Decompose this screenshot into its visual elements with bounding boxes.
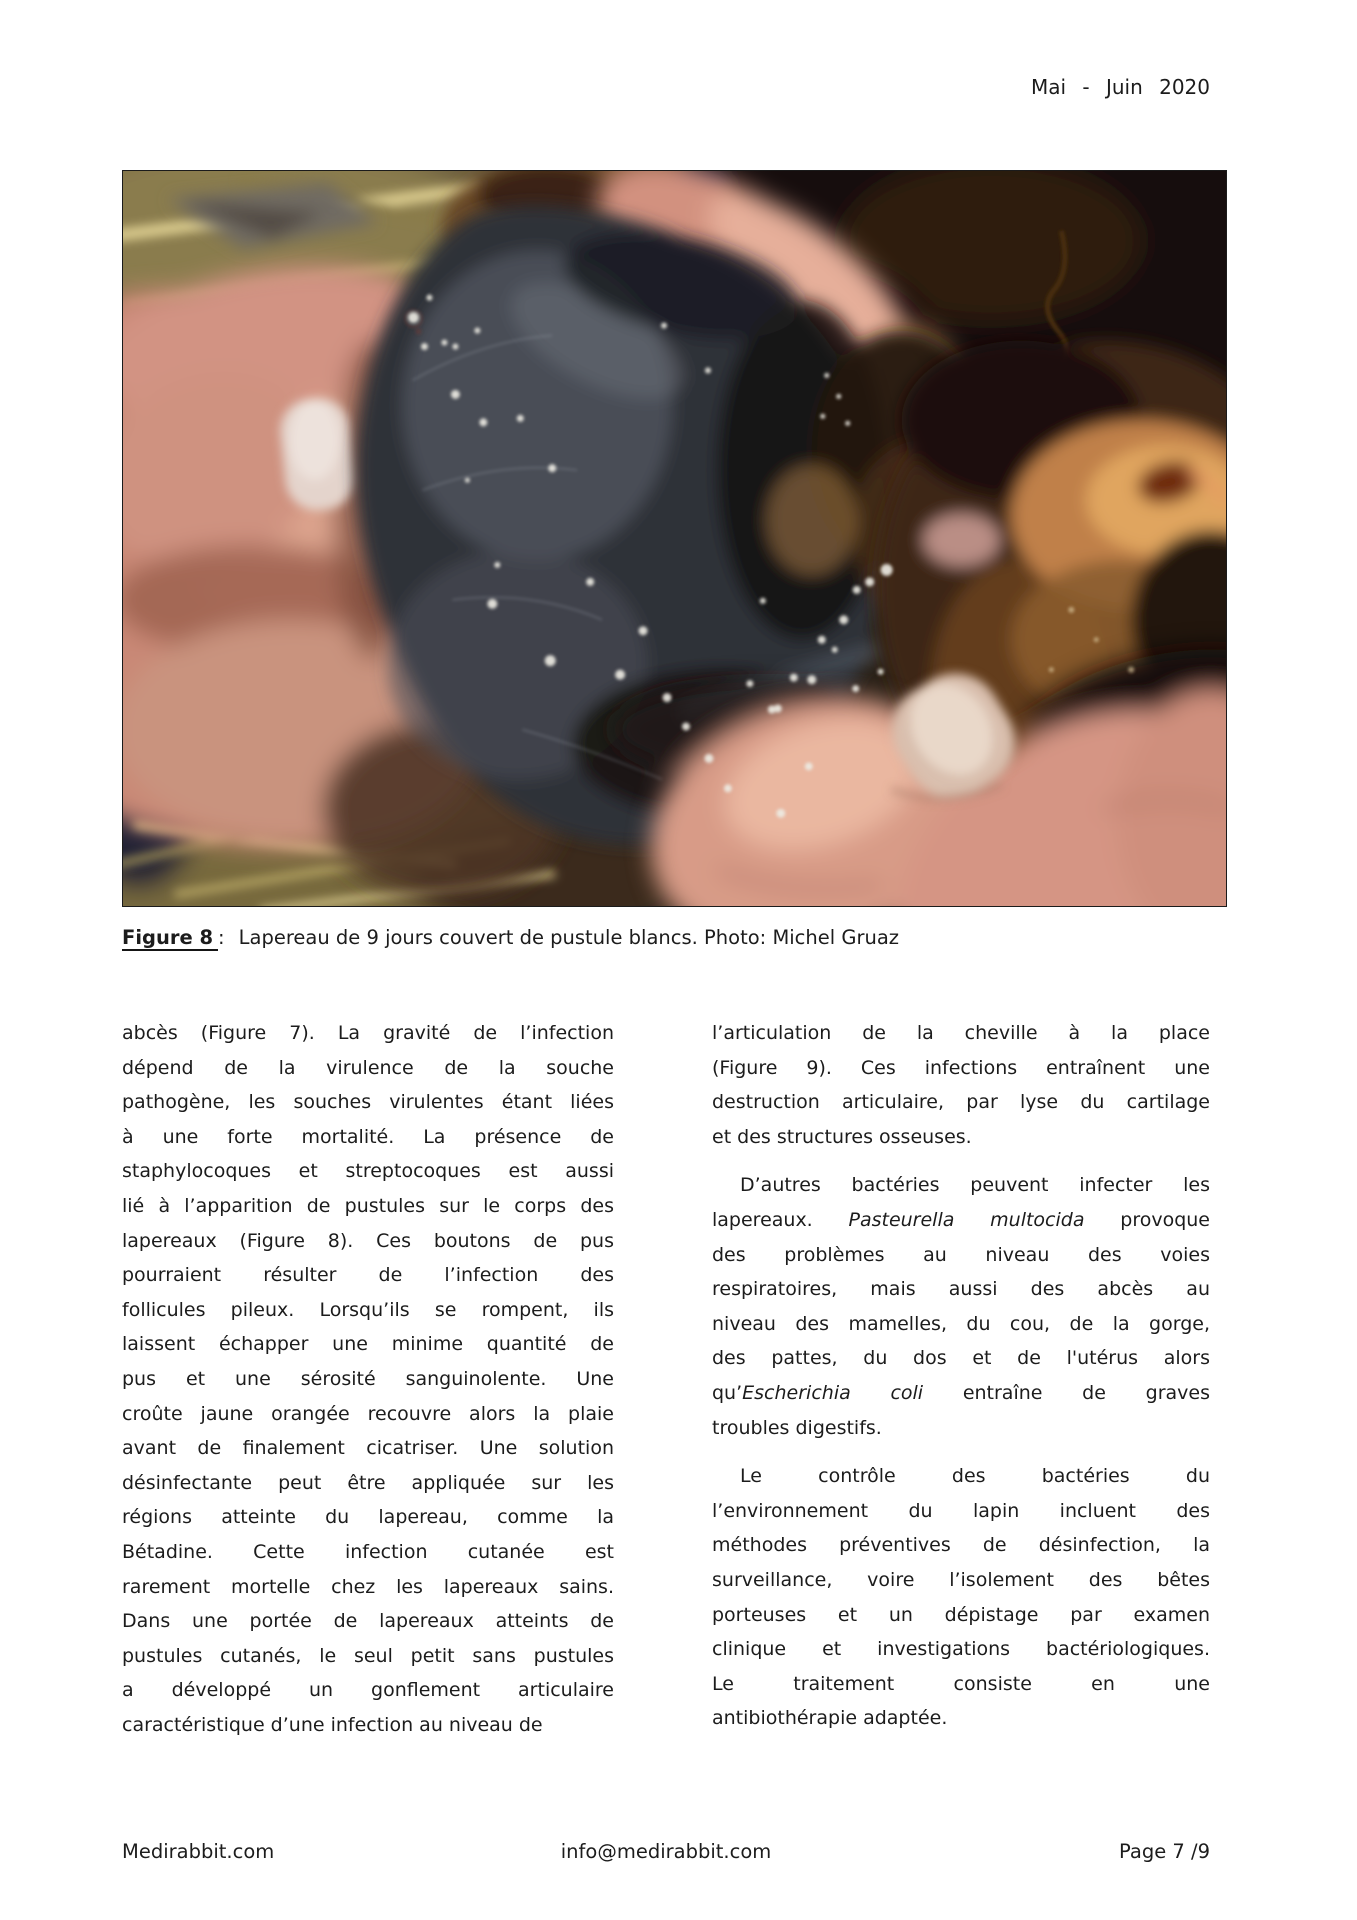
text-line: Bétadine. Cette infection cutanée est — [122, 1540, 614, 1563]
page-footer — [122, 1840, 1210, 1870]
footer-email: info@medirabbit.com — [560, 1840, 772, 1863]
text-column-left — [122, 1016, 614, 1742]
text-line: antibiothérapie adaptée. — [712, 1707, 948, 1730]
text-line: lié à l’apparition de pustules sur le corps des — [122, 1194, 614, 1217]
text-line: D’autres bactéries peuvent infecter les — [740, 1174, 1210, 1197]
text-line: (Figure 9). Ces infections entraînent une — [712, 1056, 1210, 1079]
header-date: Mai - Juin 2020 — [1030, 75, 1210, 99]
text-line: qu’Escherichia coli entraîne de graves — [712, 1381, 1210, 1404]
text-line: Le contrôle des bactéries du — [740, 1465, 1210, 1488]
text-line: caractéristique d’une infection au niveau de — [122, 1713, 543, 1736]
text-line: méthodes préventives de désinfection, la — [712, 1534, 1210, 1557]
figure-caption-text: Lapereau de 9 jours couvert de pustule blancs. Photo: Michel Gruaz — [238, 926, 900, 949]
text-line: et des structures osseuses. — [712, 1125, 972, 1148]
text-line: des pattes, du dos et de l'utérus alors — [712, 1347, 1210, 1370]
paragraph — [712, 1168, 1210, 1445]
text-line: des problèmes au niveau des voies — [712, 1243, 1210, 1266]
text-line: à une forte mortalité. La présence de — [122, 1125, 614, 1148]
text-line: l’environnement du lapin incluent des — [712, 1499, 1210, 1522]
text-column-right — [712, 1016, 1210, 1736]
text-line: troubles digestifs. — [712, 1416, 882, 1439]
text-line: surveillance, voire l’isolement des bêtes — [712, 1568, 1210, 1591]
paragraph — [122, 1016, 614, 1742]
paragraph — [712, 1016, 1210, 1154]
figure-caption-separator: : — [218, 926, 225, 949]
text-line: lapereaux. Pasteurella multocida provoque — [712, 1208, 1210, 1231]
figure-label: Figure 8 — [122, 926, 218, 951]
text-line: Dans une portée de lapereaux atteints de — [122, 1610, 614, 1633]
text-line: abcès (Figure 7). La gravité de l’infection — [122, 1022, 614, 1044]
text-line: pourraient résulter de l’infection des — [122, 1264, 614, 1287]
text-line: désinfectante peut être appliquée sur les — [122, 1471, 614, 1494]
text-line: pustules cutanés, le seul petit sans pustules — [122, 1644, 614, 1667]
text-line: lapereaux (Figure 8). Ces boutons de pus — [122, 1229, 614, 1252]
text-line: l’articulation de la cheville à la place — [712, 1022, 1210, 1044]
text-line: rarement mortelle chez les lapereaux sains. — [122, 1575, 614, 1598]
text-line: staphylocoques et streptocoques est aussi — [122, 1160, 614, 1183]
text-line: pathogène, les souches virulentes étant liées — [122, 1091, 614, 1114]
text-line: dépend de la virulence de la souche — [122, 1056, 614, 1079]
text-line: Le traitement consiste en une — [712, 1672, 1210, 1695]
text-line: porteuses et un dépistage par examen — [712, 1603, 1210, 1626]
text-line: régions atteinte du lapereau, comme la — [122, 1506, 614, 1529]
text-line: niveau des mamelles, du cou, de la gorge, — [712, 1312, 1210, 1335]
text-line: a développé un gonflement articulaire — [122, 1679, 614, 1702]
text-line: pus et une sérosité sanguinolente. Une — [122, 1367, 614, 1390]
rabbit-photo-illustration — [123, 171, 1226, 906]
paragraph — [712, 1459, 1210, 1736]
figure-photo — [122, 170, 1227, 907]
text-line: croûte jaune orangée recouvre alors la plaie — [122, 1402, 614, 1425]
figure-caption — [122, 926, 899, 949]
footer-site: Medirabbit.com — [122, 1840, 275, 1863]
text-line: destruction articulaire, par lyse du cartilage — [712, 1091, 1210, 1114]
footer-page-number: Page 7 /9 — [1119, 1840, 1210, 1863]
text-line: avant de finalement cicatriser. Une solution — [122, 1437, 614, 1460]
text-line: clinique et investigations bactériologiques. — [712, 1638, 1210, 1661]
text-line: follicules pileux. Lorsqu’ils se rompent, ils — [122, 1298, 614, 1321]
text-line: laissent échapper une minime quantité de — [122, 1333, 614, 1356]
text-line: respiratoires, mais aussi des abcès au — [712, 1278, 1210, 1301]
